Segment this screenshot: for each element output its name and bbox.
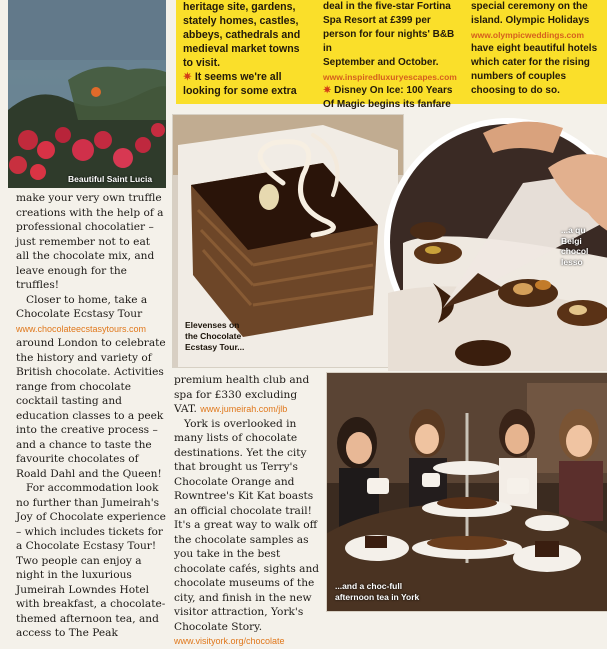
yellow-c1-line: stately homes, castles, (183, 15, 299, 27)
yellow-c2-line: September and October. (323, 57, 439, 68)
yellow-column-3 (471, 0, 607, 98)
yellow-sidebar-box (176, 0, 607, 110)
branches (68, 67, 166, 120)
yellow-c1-line: abbeys, cathedrals and (183, 29, 301, 41)
yellow-c3-line: have eight beautiful hotels (471, 43, 598, 54)
yellow-c1-line: to visit. (183, 57, 221, 69)
caption-cake-line-3: Ecstasy Tour... (185, 342, 245, 352)
visit-york-link[interactable]: www.visityork.org/chocolate (174, 636, 285, 646)
caption-cake (185, 320, 244, 353)
yellow-c2-bullet: Disney On Ice: 100 Years (334, 85, 453, 96)
star-bullet-icon: ✷ (183, 71, 192, 83)
yellow-c1-line: medieval market towns (183, 43, 300, 55)
jumeirah-link[interactable]: www.jumeirah.com/jlb (200, 404, 288, 414)
caption-tea-line-2: afternoon tea in York (335, 592, 420, 602)
middle-p2-text: York is overlooked in many lists of chocolate destinations. Yet the city that brought us Terry's Chocolate Orange and Rowntree's Kit Kat boasts an official chocolate trail! It's a great way to walk off the chocolate samples as you take in the best chocolate cafés, sights and chocolate museums of the city, and finish in the new visitor attraction, York's Chocolate Story. (174, 417, 320, 633)
yellow-c3-line: which cater for the rising (471, 57, 590, 68)
caption-piping-line-3: chocol (561, 246, 589, 256)
caption-piping-line-1: ...a qu (561, 225, 586, 235)
middle-paragraph-2 (174, 417, 322, 649)
left-text-column (16, 191, 166, 641)
caption-piping-line-2: Belgi (561, 235, 582, 246)
yellow-c2-bullet-tail: Of Magic begins its fanfare (323, 99, 451, 110)
photo-saint-lucia (8, 0, 166, 188)
chocolate-tours-link[interactable]: www.chocolateecstasytours.com (16, 323, 147, 334)
caption-cake-line-2: the Chocolate (185, 331, 242, 341)
yellow-c1-bullet: It seems we're all (194, 71, 282, 83)
yellow-c3-line: choosing to do so. (471, 85, 560, 96)
caption-cake-line-1: Elevenses on (185, 320, 240, 330)
tea-illustration (327, 373, 607, 611)
yellow-c1-line: heritage site, gardens, (183, 1, 296, 13)
yellow-c2-bullet-line (323, 84, 463, 98)
yellow-column-1 (183, 0, 316, 98)
left-p2-text: Closer to home, take a Chocolate Ecstasy Tour (16, 293, 148, 320)
middle-p1-text: premium health club and spa for £330 excluding VAT. (174, 374, 310, 415)
yellow-c2-line: person for four nights' B&B in (323, 29, 455, 54)
left-paragraph-1: make your very own truffle creations with the help of a professional chocolatier – just remember not to eat all the chocolate mix, and leave enough for the truffles! (16, 192, 164, 291)
caption-tea-line-1: ...and a choc-full (335, 581, 403, 591)
yellow-c1-bullet-tail: looking for some extra (183, 85, 297, 97)
left-paragraph-3: For accommodation look no further than Jumeirah's Joy of Chocolate experience – which includes tickets for a Chocolate Ecstasy Tour! Two people can enjoy a night in the luxurious Jumeirah Lowndes Hotel with breakfast, a chocolate-themed afternoon tea, and access to The Peak (16, 482, 166, 639)
photo-afternoon-tea (327, 373, 607, 611)
yellow-c2-link[interactable]: www.inspiredluxuryescapes.com (323, 72, 457, 82)
photo-cake (173, 115, 403, 367)
yellow-c3-link[interactable]: www.olympicweddings.com (471, 30, 585, 40)
saint-lucia-scene (8, 0, 166, 188)
caption-tea (335, 581, 419, 603)
caption-piping-line-4: lesso (561, 256, 583, 267)
left-paragraph-2 (16, 293, 166, 482)
yellow-c1-bullet-line (183, 70, 316, 84)
middle-paragraph-1 (174, 373, 322, 417)
yellow-c3-line: numbers of couples (471, 71, 567, 82)
star-bullet-icon: ✷ (323, 85, 332, 96)
left-p2-tail: around London to celebrate the history and variety of British chocolate. Activities range from chocolate cocktail tasting and education classes to a peek into the creative process – and a chance to taste the favourite chocolates of Roald Dahl and the Queen! (16, 337, 166, 480)
yellow-c3-line: special ceremony on the (471, 1, 588, 12)
sky-sea (8, 0, 166, 70)
yellow-column-2 (323, 0, 463, 112)
yellow-c3-line: island. Olympic Holidays (471, 15, 590, 26)
yellow-c2-line: deal in the five-star Fortina (323, 1, 451, 12)
photo-piping (383, 113, 607, 371)
caption-piping (561, 225, 607, 267)
yellow-c2-line: Spa Resort at £399 per (323, 15, 431, 26)
caption-saint-lucia: Beautiful Saint Lucia (68, 174, 153, 184)
middle-text-column (174, 373, 322, 649)
